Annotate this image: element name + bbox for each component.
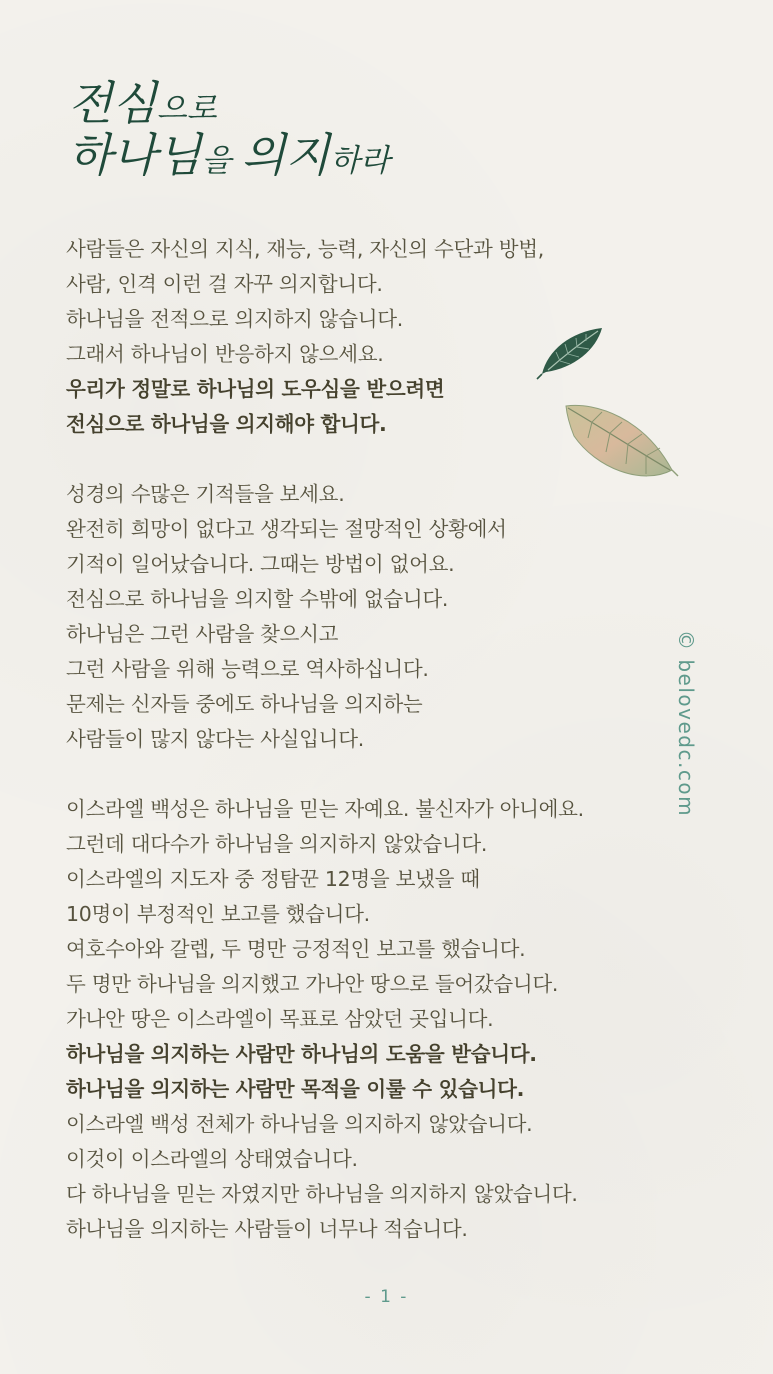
- paragraph: [66, 232, 666, 442]
- article-body: [66, 232, 666, 1282]
- text-line: 다 하나님을 믿는 자였지만 하나님을 의지하지 않았습니다.: [66, 1182, 578, 1206]
- copyright-watermark: © belovedc.com: [674, 630, 698, 818]
- title-line-2: [68, 127, 390, 182]
- text-line: 성경의 수많은 기적들을 보세요.: [66, 482, 345, 506]
- emphasis-line: 전심으로 하나님을 의지해야 합니다.: [66, 412, 387, 436]
- text-line: 그런 사람을 위해 능력으로 역사하십니다.: [66, 657, 429, 681]
- emphasis-line: 우리가 정말로 하나님의 도우심을 받으려면: [66, 377, 445, 401]
- emphasis-line: 하나님을 의지하는 사람만 하나님의 도움을 받습니다.: [66, 1042, 537, 1066]
- text-line: 10명이 부정적인 보고를 했습니다.: [66, 902, 370, 926]
- text-line: 하나님을 의지하는 사람들이 너무나 적습니다.: [66, 1217, 468, 1241]
- page-title: [68, 78, 390, 181]
- emphasis-line: 하나님을 의지하는 사람만 목적을 이룰 수 있습니다.: [66, 1077, 525, 1101]
- text-line: 그런데 대다수가 하나님을 의지하지 않았습니다.: [66, 832, 488, 856]
- text-line: 이스라엘 백성 전체가 하나님을 의지하지 않았습니다.: [66, 1112, 533, 1136]
- text-line: 완전히 희망이 없다고 생각되는 절망적인 상황에서: [66, 517, 507, 541]
- text-line: 기적이 일어났습니다. 그때는 방법이 없어요.: [66, 552, 455, 576]
- title-fragment: 으로: [156, 91, 217, 127]
- title-fragment: 전심: [68, 76, 157, 130]
- text-line: 문제는 신자들 중에도 하나님을 의지하는: [66, 692, 423, 716]
- text-line: 두 명만 하나님을 의지했고 가나안 땅으로 들어갔습니다.: [66, 972, 559, 996]
- title-fragment: 의지: [241, 127, 330, 182]
- title-line-1: [68, 78, 390, 130]
- text-line: 사람, 인격 이런 걸 자꾸 의지합니다.: [66, 272, 383, 296]
- text-line: 여호수아와 갈렙, 두 명만 긍정적인 보고를 했습니다.: [66, 937, 526, 961]
- text-line: 이스라엘의 지도자 중 정탐꾼 12명을 보냈을 때: [66, 867, 480, 891]
- text-line: 이스라엘 백성은 하나님을 믿는 자예요. 불신자가 아니에요.: [66, 797, 584, 821]
- text-line: 사람들은 자신의 지식, 재능, 능력, 자신의 수단과 방법,: [66, 237, 544, 261]
- title-fragment: 하라: [330, 142, 390, 179]
- text-line: 그래서 하나님이 반응하지 않으세요.: [66, 342, 384, 366]
- text-line: 하나님을 전적으로 의지하지 않습니다.: [66, 307, 403, 331]
- page-number: - 1 -: [364, 1287, 409, 1307]
- text-line: 사람들이 많지 않다는 사실입니다.: [66, 727, 364, 751]
- title-fragment: 하나님: [68, 127, 202, 182]
- paragraph: [66, 792, 666, 1247]
- text-line: 이것이 이스라엘의 상태였습니다.: [66, 1147, 358, 1171]
- text-line: 전심으로 하나님을 의지할 수밖에 없습니다.: [66, 587, 449, 611]
- title-fragment: 을: [201, 142, 242, 179]
- text-line: 가나안 땅은 이스라엘이 목표로 삼았던 곳입니다.: [66, 1007, 494, 1031]
- paragraph: [66, 477, 666, 757]
- text-line: 하나님은 그런 사람을 찾으시고: [66, 622, 339, 646]
